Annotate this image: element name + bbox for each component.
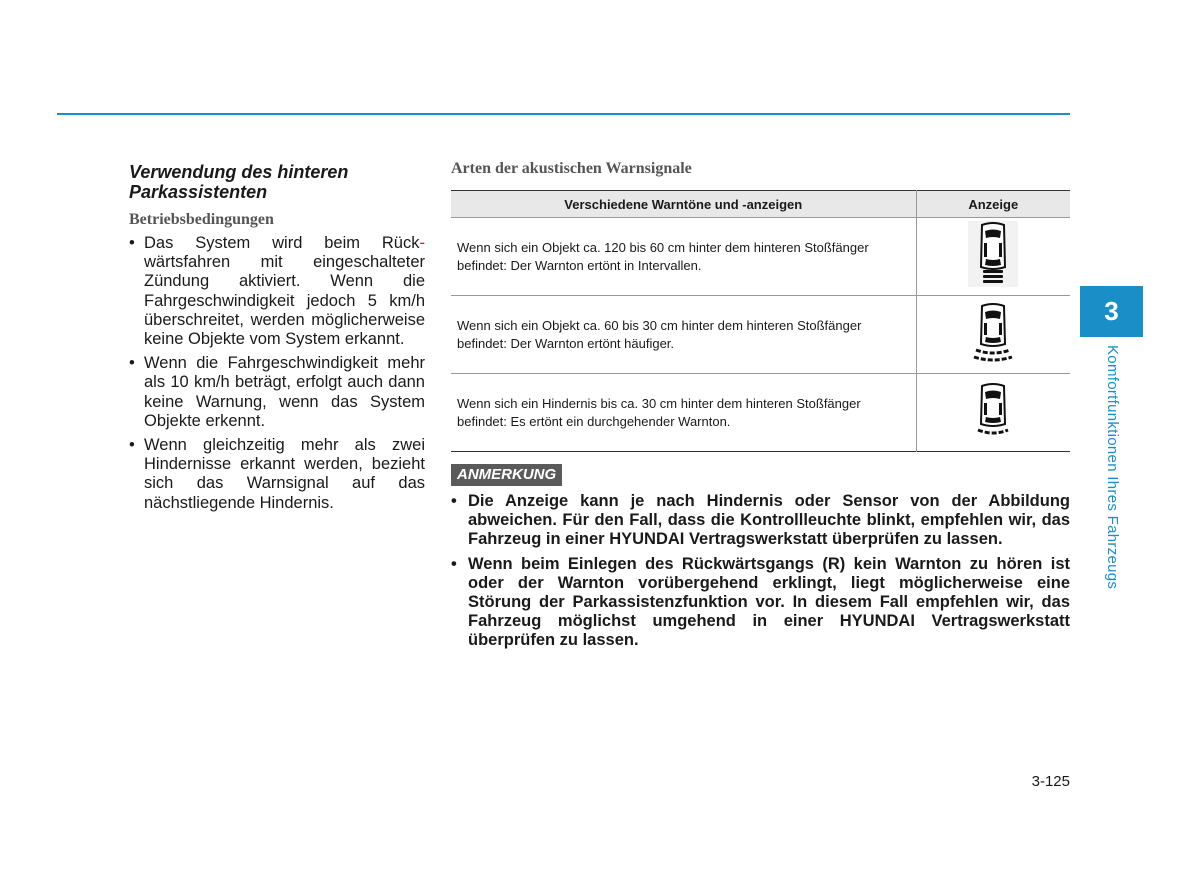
subheading: Betriebsbedingungen [129,211,274,228]
table-cell: Wenn sich ein Objekt ca. 120 bis 60 cm hinter dem hinteren Stoßfänger befindet: Der Warnton ertönt in Intervallen. [451,218,916,296]
table-row [451,374,1070,452]
column-header: Verschiedene Warntöne und -anzeigen [451,191,916,218]
table-cell: Wenn sich ein Hindernis bis ca. 30 cm hinter dem hinteren Stoßfänger befindet: Es ertönt ein durchgehender Warnton. [451,374,916,452]
conditions-list [129,234,425,513]
notes-list [451,492,1070,651]
warning-table [451,190,1070,452]
table-row [451,296,1070,374]
car-sensor-2-bars-icon [968,302,1018,362]
table-cell [916,218,1070,296]
note-badge: ANMERKUNG [451,464,562,486]
table-cell [916,296,1070,374]
table-cell [916,374,1070,452]
table-title: Arten der akustischen Warnsignale [451,160,692,177]
column-header: Anzeige [916,191,1070,218]
table-row [451,218,1070,296]
list-item: • Das System wird beim Rück-wärtsfahren mit eingeschalteter Zündung aktiviert. Wenn die Fahrgeschwindigkeit jedoch 5 km/h überschreitet, werden möglicherweise keine Objekte vom System erkannt. [129,234,425,349]
left-column [129,162,425,518]
page-number: 3-125 [1031,773,1070,790]
list-item: • Wenn beim Einlegen des Rückwärtsgangs (R) kein Warnton zu hören ist oder der Warnton vorübergehend erklingt, liegt möglicherweise eine Störung der Parkassistenzfunktion vor. In diesem Fall empfehlen wir, das Fahrzeug möglichst umgehend in einer HYUNDAI Vertragswerkstatt überprüfen zu lassen. [451,555,1070,651]
chapter-tab: 3 [1080,286,1143,337]
list-item: • Wenn die Fahrgeschwindigkeit mehr als 10 km/h beträgt, erfolgt auch dann keine Warnung, wenn das System Objekte erkennt. [129,354,425,431]
top-rule [57,113,1070,115]
section-title: Verwendung des hinteren Parkassistenten [129,162,349,202]
table-header-row [451,191,1070,218]
list-item: • Wenn gleichzeitig mehr als zwei Hindernisse erkannt werden, bezieht sich das Warnsignal auf das nächstliegende Hindernis. [129,436,425,513]
table-cell: Wenn sich ein Objekt ca. 60 bis 30 cm hinter dem hinteren Stoßfänger befindet: Der Warnton ertönt häufiger. [451,296,916,374]
list-item: • Die Anzeige kann je nach Hindernis oder Sensor von der Abbildung abweichen. Für den Fall, dass die Kontrollleuchte blinkt, empfehlen wir, das Fahrzeug in einer HYUNDAI Vertragswerkstatt überprüfen zu lassen. [451,492,1070,550]
right-column [451,160,1070,656]
car-sensor-1-bar-icon [968,382,1018,438]
car-sensor-3-bars-icon [968,221,1018,287]
chapter-title: Komfortfunktionen Ihres Fahrzeugs [1104,345,1121,590]
